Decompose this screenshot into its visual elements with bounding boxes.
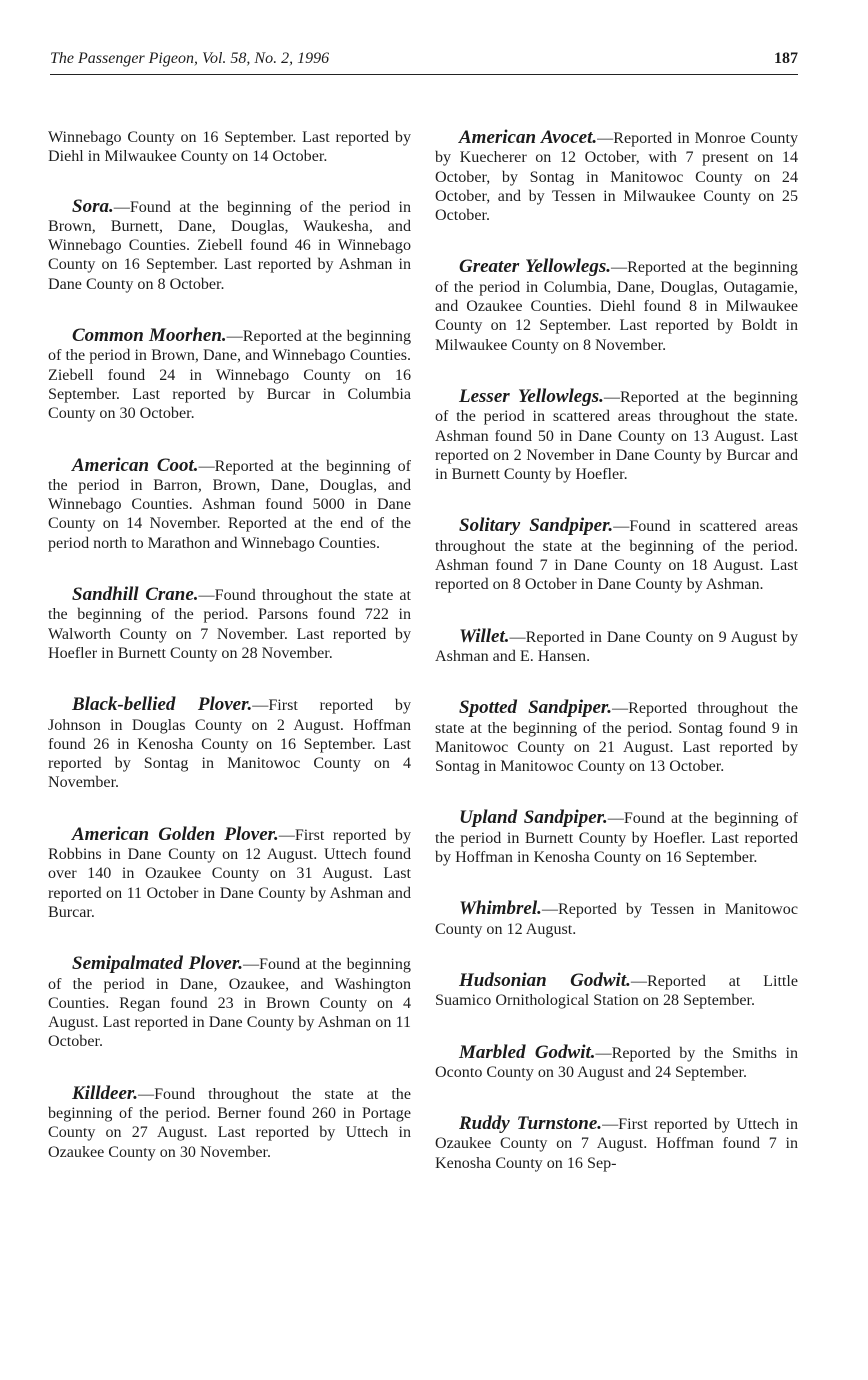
species-entry — [48, 1084, 411, 1162]
page-number: 187 — [774, 50, 798, 67]
species-entry — [48, 456, 411, 553]
species-name: Willet. — [459, 625, 510, 647]
species-name: Semipalmated Plover. — [72, 953, 243, 975]
species-entry — [435, 627, 798, 667]
species-name: Common Moorhen. — [72, 325, 227, 347]
species-account: —Reported at the beginning of the period in Columbia, Dane, Douglas, Outagamie, and Ozaukee Counties. Diehl found 8 in Milwaukee County on 12 September. Last reported by Boldt in Milwaukee County on 8 November. — [435, 259, 798, 354]
species-name: Greater Yellowlegs. — [459, 256, 611, 278]
species-entry — [435, 257, 798, 354]
page-header — [50, 48, 798, 75]
left-column — [48, 128, 411, 1194]
species-entry — [48, 326, 411, 423]
species-entry — [435, 1043, 798, 1083]
running-head: The Passenger Pigeon, Vol. 58, No. 2, 1996 — [50, 50, 330, 67]
species-account: —Reported in Dane County on 9 August by Ashman and E. Hansen. — [435, 628, 798, 665]
species-entry — [48, 825, 411, 922]
species-account: —Found at the beginning of the period in Burnett County by Hoefler. Last reported by Hoffman in Kenosha County on 16 September. — [435, 810, 798, 867]
species-account: —Found throughout the state at the beginning of the period. Berner found 260 in Portage County on 27 August. Last reported by Uttech in Ozaukee County on 30 November. — [48, 1085, 411, 1161]
species-entry — [435, 808, 798, 867]
species-entry — [48, 954, 411, 1051]
species-entry — [48, 585, 411, 663]
species-account: —First reported by Uttech in Ozaukee County on 7 August. Hoffman found 7 in Kenosha County on 16 Sep- — [435, 1116, 798, 1172]
species-account: —Reported at Little Suamico Ornithological Station on 28 September. — [435, 972, 799, 1010]
right-column — [435, 128, 798, 1205]
species-entry — [435, 899, 798, 939]
species-name: Upland Sandpiper. — [459, 807, 608, 829]
species-entry — [435, 698, 798, 776]
species-entry — [435, 387, 798, 484]
species-account: —Reported in Monroe County by Kuecherer on 12 October, with 7 present on 14 October, by Sontag in Manitowoc County on 24 October, and by Tessen in Milwaukee County on 25 October. — [435, 130, 798, 225]
species-entry — [48, 197, 411, 294]
species-name: Sandhill Crane. — [72, 584, 199, 606]
species-account: —Found in scattered areas throughout the state at the beginning of the period. Ashman found 7 in Dane County on 18 August. Last reported on 8 October in Dane County by Ashman. — [435, 518, 799, 594]
species-entry — [435, 128, 798, 225]
species-account: —Found at the beginning of the period in Dane, Ozaukee, and Washington Counties. Regan found 23 in Brown County on 4 August. Last reported in Dane County by Ashman on 11 October. — [48, 956, 411, 1051]
species-entry — [435, 1114, 798, 1173]
species-account: —Reported at the beginning of the period in Barron, Brown, Dane, Douglas, and Winnebago Counties. Ashman found 5000 in Dane County on 14 November. Reported at the end of the period north to Marathon and Winnebago Counties. — [48, 457, 411, 552]
species-entry — [435, 516, 798, 594]
species-account: —Found throughout the state at the beginning of the period. Parsons found 722 in Walworth County on 7 November. Last reported by Hoefler in Burnett County on 28 November. — [48, 587, 411, 662]
species-name: American Golden Plover. — [72, 823, 279, 845]
species-account: —Reported throughout the state at the beginning of the period. Sontag found 9 in Manitowoc County on 21 August. Last reported by Sontag in Manitowoc County on 13 October. — [435, 700, 798, 776]
species-account: —Reported by the Smiths in Oconto County on 30 August and 24 September. — [435, 1044, 798, 1081]
species-name: Black-bellied Plover. — [72, 694, 253, 716]
species-name: Killdeer. — [72, 1082, 138, 1104]
species-name: Sora. — [72, 195, 114, 217]
species-name: Whimbrel. — [459, 898, 542, 920]
continuation-paragraph: Winnebago County on 16 September. Last reported by Diehl in Milwaukee County on 14 October. — [48, 129, 411, 166]
species-name: Lesser Yellowlegs. — [459, 385, 604, 407]
species-entry — [48, 695, 411, 792]
species-name: Ruddy Turnstone. — [459, 1113, 603, 1135]
species-name: American Avocet. — [459, 127, 598, 148]
species-name: Spotted Sandpiper. — [459, 697, 613, 719]
species-name: Solitary Sandpiper. — [459, 515, 614, 537]
species-entry — [435, 971, 798, 1011]
species-account: —Reported at the beginning of the period in scattered areas throughout the state. Ashman found 50 in Dane County on 13 August. Last reported on 2 November in Dane County by Burcar and in Burnett County by Hoefler. — [435, 388, 798, 484]
species-account: —First reported by Robbins in Dane County on 12 August. Uttech found over 140 in Ozaukee County on 31 August. Last reported on 11 October in Dane County by Ashman and Burcar. — [48, 826, 411, 921]
species-account: —Reported by Tessen in Manitowoc County on 12 August. — [435, 901, 798, 938]
species-name: Marbled Godwit. — [459, 1041, 596, 1063]
species-account: —Reported at the beginning of the period in Brown, Dane, and Winnebago Counties. Ziebell found 24 in Winnebago County on 16 September. Last reported by Burcar in Columbia County on 30 October. — [48, 328, 411, 423]
species-name: Hudsonian Godwit. — [459, 969, 631, 991]
species-account: —First reported by Johnson in Douglas County on 2 August. Hoffman found 26 in Kenosha County on 16 September. Last reported by Sontag in Manitowoc County on 4 November. — [48, 697, 411, 792]
species-name: American Coot. — [72, 454, 199, 476]
species-account: —Found at the beginning of the period in Brown, Burnett, Dane, Douglas, Waukesha, and Winnebago Counties. Ziebell found 46 in Winnebago County on 16 September. Last reported by Ashman in Dane County on 8 October. — [48, 198, 411, 293]
